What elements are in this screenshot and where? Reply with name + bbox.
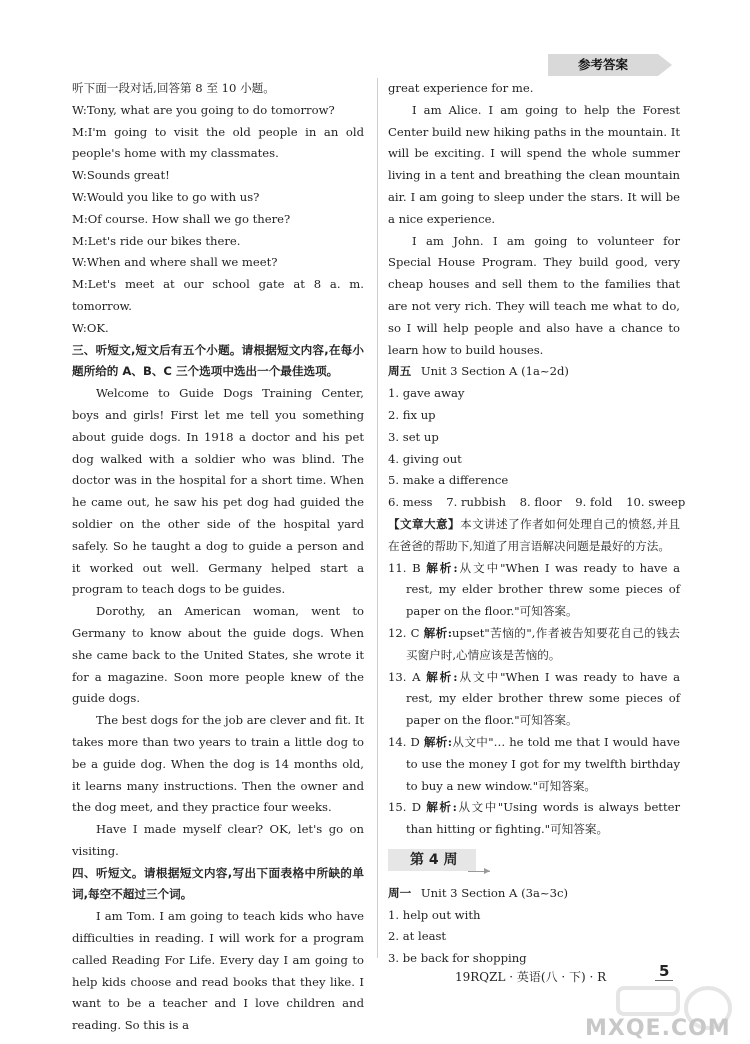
watermark-text: MXQE.COM xyxy=(585,1016,731,1041)
answer-key-badge: 参考答案 xyxy=(548,54,658,76)
dialog-line: W:Would you like to go with us? xyxy=(72,189,260,204)
dialog-line: M:Let's meet at our school gate at 8 a. m. tomorrow. xyxy=(72,277,364,313)
answer-line: 4. giving out xyxy=(388,451,462,466)
answer-item: 9. fold xyxy=(575,495,613,510)
friday-heading xyxy=(388,361,680,383)
explanation-text: upset"苦恼的",作者被告知要花自己的钱去买窗户时,心情应该是苦恼的。 xyxy=(406,625,681,662)
monday-heading xyxy=(388,883,680,905)
dialog-intro: 听下面一段对话,回答第 8 至 10 小题。 xyxy=(72,81,275,95)
day-label: 周一 xyxy=(388,885,412,900)
answer-item: 7. rubbish xyxy=(446,495,506,510)
passage-paragraph: I am Tom. I am going to teach kids who have difficulties in reading. I will work for a program called Reading For Life. Every day I am going to help kids choose and read books that they like. I want to be a teacher and I love children and reading. So this is a xyxy=(72,909,364,1033)
section-four-title: 四、听短文。请根据短文内容,写出下面表格中所缺的单词,每空不超过三个词。 xyxy=(72,865,364,902)
unit-label: Unit 3 Section A (3a~3c) xyxy=(420,885,569,900)
article-summary xyxy=(388,514,680,558)
passage-paragraph: Have I made myself clear? OK, let's go on visiting. xyxy=(72,822,364,858)
explanation-label: 解析: xyxy=(423,734,453,749)
passage-paragraph: I am Alice. I am going to help the Forest Center build new hiking paths in the mountain. It will be exciting. I will spend the whole summer living in a tent and breathing the clean mountain air. I am going to sleep under the stars. It will be a nice experience. xyxy=(388,102,680,226)
week-title: 第 4 周 xyxy=(388,849,476,871)
page-number: 5 xyxy=(655,962,673,981)
section-three-title: 三、听短文,短文后有五个小题。请根据短文内容,在每小题所给的 A、B、C 三个选项中选出一个最佳选项。 xyxy=(72,342,364,379)
passage-paragraph: Welcome to Guide Dogs Training Center, boys and girls! First let me tell you something about guide dogs. In 1918 a doctor and his pet dog walked with a soldier who was blind. The doctor was in the hospital for a short time. When he came out, he saw his pet dog had guided the soldier on the other side of the hospital yard safely. So he taught a dog to guide a person and it worked out well. Germany helped start a program to teach dogs to be guides. xyxy=(72,386,364,597)
answer-line: 1. gave away xyxy=(388,386,465,401)
footer-code: 19RQZL · 英语(八 · 下) · R xyxy=(455,970,607,984)
passage-continuation: great experience for me. xyxy=(388,81,534,95)
explanation-text: 从文中"When I was ready to have a rest, my elder brother threw some pieces of paper on the floor."可知答案。 xyxy=(406,560,681,619)
answer-line: 2. fix up xyxy=(388,407,436,422)
dialog-line: M:Let's ride our bikes there. xyxy=(72,233,241,248)
dialog-line: W:When and where shall we meet? xyxy=(72,255,278,270)
dialog-lines xyxy=(72,100,364,340)
arrow-right-icon xyxy=(484,868,490,874)
answer-line: 2. at least xyxy=(388,929,447,944)
answer-line: 3. set up xyxy=(388,429,439,444)
question-number: 13. A xyxy=(388,669,421,684)
explanation-item xyxy=(388,732,680,797)
right-column xyxy=(388,78,686,970)
answer-row xyxy=(388,492,686,514)
column-divider xyxy=(377,78,378,958)
explanation-label: 解析: xyxy=(423,625,453,640)
answer-item: 8. floor xyxy=(519,495,562,510)
passage-paragraph: Dorothy, an American woman, went to Germany to know about the guide dogs. When she came back to the United States, she wrote it for a magazine. Soon more people knew of the guide dogs. xyxy=(72,604,364,706)
passage-paragraph: The best dogs for the job are clever and fit. It takes more than two years to train a little dog to be a guide dog. When the dog is 14 months old, it learns many instructions. Then the owner and the dog meet, and they practice four weeks. xyxy=(72,713,364,815)
answer-badge-arrow xyxy=(658,54,672,76)
explanation-item xyxy=(388,558,680,623)
answer-item: 6. mess xyxy=(388,495,433,510)
summary-text: 本文讲述了作者如何处理自己的愤怒,并且在爸爸的帮助下,知道了用言语解决问题是最好的方法。 xyxy=(388,516,680,553)
summary-label: 【文章大意】 xyxy=(388,516,461,531)
dialog-line: W:OK. xyxy=(72,320,109,335)
explanation-label: 解析: xyxy=(426,669,458,684)
dialog-line: W:Tony, what are you going to do tomorrow? xyxy=(72,102,335,117)
question-number: 12. C xyxy=(388,625,420,640)
passage-paragraph: I am John. I am going to volunteer for Special House Program. They build good, very cheap houses and sell them to the families that are not very rich. They will teach me what to do, so I will help people and also have a chance to learn how to build houses. xyxy=(388,233,680,357)
answer-line: 1. help out with xyxy=(388,907,481,922)
dialog-line: M:I'm going to visit the old people in an old people's home with my classmates. xyxy=(72,124,364,161)
answer-line: 5. make a difference xyxy=(388,473,509,488)
explanation-item xyxy=(388,797,680,841)
explanation-item xyxy=(388,667,680,732)
question-number: 15. D xyxy=(388,800,421,815)
explanation-item xyxy=(388,623,680,667)
question-number: 11. B xyxy=(388,560,421,575)
left-column xyxy=(72,78,364,1037)
answer-line: 3. be back for shopping xyxy=(388,951,527,966)
explanation-text: 从文中"Using words is always better than hitting or fighting."可知答案。 xyxy=(406,800,681,837)
unit-label: Unit 3 Section A (1a~2d) xyxy=(420,364,569,379)
explanation-text: 从文中"… he told me that I would have to use the money I got for my twelfth birthday to buy a new window."可知答案。 xyxy=(406,734,680,793)
week-heading xyxy=(388,847,680,875)
dialog-line: W:Sounds great! xyxy=(72,168,170,183)
explanation-label: 解析: xyxy=(426,560,458,575)
dialog-line: M:Of course. How shall we go there? xyxy=(72,211,291,226)
explanation-text: 从文中"When I was ready to have a rest, my elder brother threw some pieces of paper on the floor."可知答案。 xyxy=(406,669,681,728)
answer-item: 10. sweep xyxy=(626,495,686,510)
explanation-label: 解析: xyxy=(426,800,457,815)
day-label: 周五 xyxy=(388,364,412,379)
question-number: 14. D xyxy=(388,734,420,749)
